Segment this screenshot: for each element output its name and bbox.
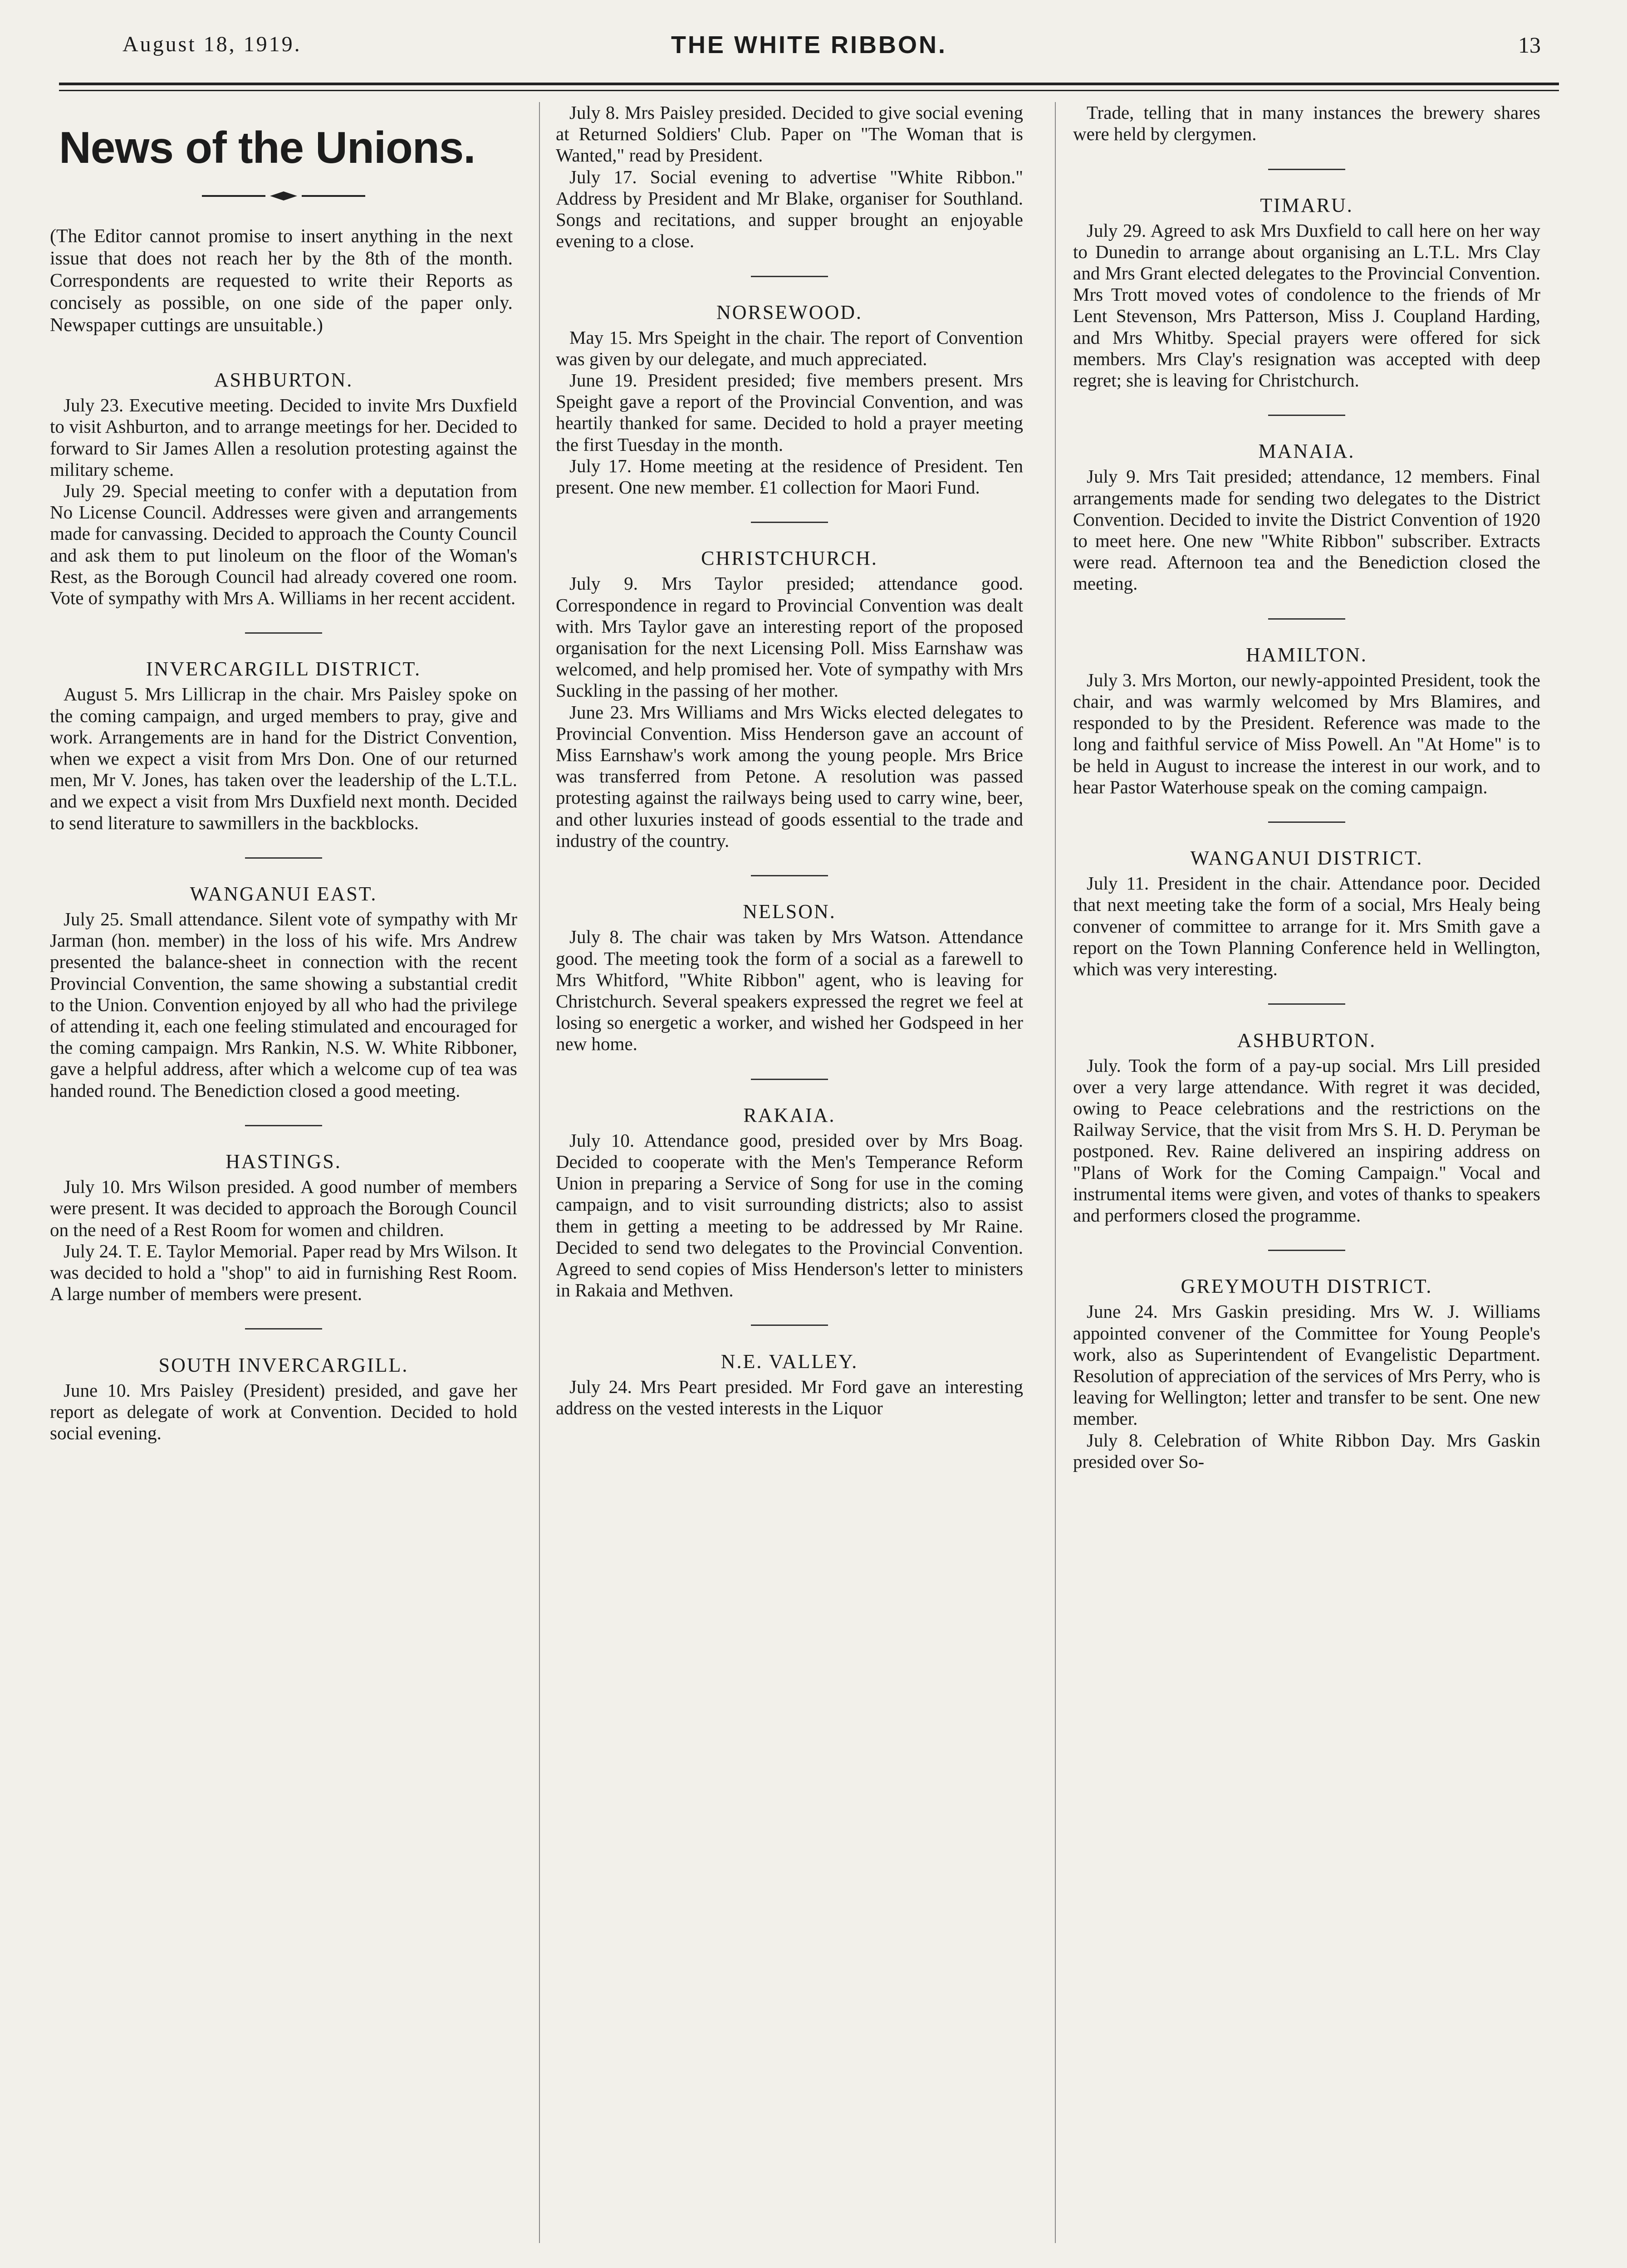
report-paragraph: June 24. Mrs Gaskin presiding. Mrs W. J. Williams appointed convener of the Committee for Young People's work, also as Superintendent of Evangelistic Department. Resolution of appreciation of the services of Mrs Perry, who is leaving for Wellington; letter and transfer to be sent. One new member. [1073,1301,1540,1429]
section-separator [1073,810,1540,831]
report-paragraph: July 29. Agreed to ask Mrs Duxfield to call here on her way to Dunedin to arrange about organising an L.T.L. Mrs Clay and Mrs Grant elected delegates to the Provincial Convention. Mrs Trott moved votes of condolence to the friends of Mr Lent Stevenson, Mrs Patterson, Miss J. Coupland Harding, and Mrs Whitby. Special prayers were offered for sick members. Mrs Clay's resignation was accepted with deep regret; she is leaving for Christchurch. [1073,220,1540,391]
union-report [556,1104,1023,1301]
union-report-continued [556,102,1023,252]
union-report [1073,440,1540,594]
issue-date: August 18, 1919. [123,32,302,56]
column-divider [539,102,540,2243]
section-separator [50,846,517,867]
section-separator [50,1113,517,1134]
union-report [50,368,517,609]
section-separator [1073,1238,1540,1259]
report-paragraph: July 25. Small attendance. Silent vote of sympathy with Mr Jarman (hon. member) in the loss of his wife. Mrs Andrew presented the balance-sheet in connection with the recent Provincial Convention, the same showing a substantial credit to the Union. Convention enjoyed by all who had the privilege of attending it, each one feeling stimulated and encouraged for the coming campaign. Mrs Rankin, N.S. W. White Ribboner, gave a helpful address, after which a welcome cup of tea was handed round. The Benediction closed a good meeting. [50,909,517,1101]
union-name: MANAIA. [1258,440,1355,463]
union-name: WANGANUI EAST. [190,883,377,905]
section-separator [1073,403,1540,424]
union-report [1073,643,1540,798]
report-paragraph: July 9. Mrs Taylor presided; attendance good. Correspondence in regard to Provincial Convention was dealt with. Mrs Taylor gave an interesting report of the proposed organisation for the next Licensing Poll. Miss Earnshaw was welcomed, and help promised her. Vote of sympathy with Mrs Suckling in the passing of her mother. [556,573,1023,701]
report-paragraph: June 19. President presided; five members present. Mrs Speight gave a report of the Provincial Convention, and was heartily thanked for same. Decided to hold a prayer meeting the first Tuesday in the month. [556,370,1023,455]
report-paragraph: June 23. Mrs Williams and Mrs Wicks elected delegates to Provincial Convention. Miss Henderson gave an account of Miss Earnshaw's work among the young people. Mrs Brice was transferred from Petone. A resolution was passed protesting against the railways being used to carry wine, beer, and other luxuries instead of goods essential to the trade and industry of the country. [556,701,1023,851]
report-paragraph: July 8. Mrs Paisley presided. Decided to give social evening at Returned Soldiers' Club. Paper on "The Woman that is Wanted," read by President. [556,102,1023,166]
union-name: ASHBURTON. [214,369,353,391]
section-separator [50,621,517,642]
union-name: NELSON. [743,900,836,923]
union-report [1073,194,1540,391]
union-name: SOUTH INVERCARGILL. [158,1354,409,1376]
union-report [50,657,517,833]
report-paragraph: July 8. Celebration of White Ribbon Day. Mrs Gaskin presided over So- [1073,1429,1540,1472]
union-report [50,882,517,1101]
section-separator [556,510,1023,531]
union-name: CHRISTCHURCH. [701,547,878,570]
page-header [59,23,1559,64]
report-paragraph: July 24. T. E. Taylor Memorial. Paper read by Mrs Wilson. It was decided to hold a "shop" to aid in furnishing Rest Room. A large number of members were present. [50,1240,517,1305]
report-paragraph: Trade, telling that in many instances the brewery shares were held by clergymen. [1073,102,1540,145]
column-3 [1073,102,1540,1472]
union-report [1073,846,1540,980]
report-paragraph: July 10. Attendance good, presided over by Mrs Boag. Decided to cooperate with the Men's Temperance Reform Union in preparing a Service of Song for use in the coming campaign, and to visit surrounding districts; also to assist them in getting a meeting to be addressed by Mr Raine. Decided to send two delegates to the Provincial Convention. Agreed to send copies of Miss Henderson's letter to ministers in Rakaia and Methven. [556,1129,1023,1301]
header-rule-thin [59,90,1559,91]
union-report [556,1350,1023,1419]
union-report [556,547,1023,851]
union-report [1073,1275,1540,1472]
report-paragraph: July 3. Mrs Morton, our newly-appointed President, took the chair, and was warmly welcomed by Mrs Blamires, and responded to by the President. Reference was made to the long and faithful service of Miss Powell. An "At Home" is to be held in August to increase the interest in our work, and to hear Pastor Waterhouse speak on the coming campaign. [1073,669,1540,797]
union-name: HASTINGS. [225,1150,342,1173]
report-paragraph: July 8. The chair was taken by Mrs Watson. Attendance good. The meeting took the form of a social as a farewell to Mrs Whitford, "White Ribbon" agent, who is leaving for Christchurch. Several speakers expressed the regret we feel at losing so energetic a worker, and wished her Godspeed in her new home. [556,926,1023,1055]
union-name: NORSEWOOD. [716,301,863,323]
page-number: 13 [1518,32,1541,58]
report-paragraph: July. Took the form of a pay-up social. Mrs Lill presided over a very large attendance. With regret it was decided, owing to Peace celebrations and the restrictions on the Railway Service, that the visit from Mrs S. H. D. Peryman be postponed. Rev. Raine delivered an inspiring address on "Plans of Work for the Coming Campaign." Vocal and instrumental items were given, and votes of thanks to speakers and performers closed the programme. [1073,1055,1540,1226]
header-rule [59,83,1559,85]
union-name: INVERCARGILL DISTRICT. [146,658,421,680]
column-divider [1055,102,1056,2243]
report-paragraph: July 17. Home meeting at the residence of President. Ten present. One new member. £1 collection for Maori Fund. [556,455,1023,498]
column-1 [50,102,517,1444]
union-report [50,1150,517,1305]
section-separator [556,1313,1023,1334]
column-2 [556,102,1023,1419]
editor-note: (The Editor cannot promise to insert anything in the next issue that does not reach her by the 8th of the month. Correspondents are requested to write their Reports as concisely as possible, on one side of the paper only. Newspaper cuttings are unsuitable.) [50,226,513,336]
report-paragraph: June 10. Mrs Paisley (President) presided, and gave her report as delegate of work at Convention. Decided to hold social evening. [50,1379,517,1443]
report-paragraph: July 11. President in the chair. Attendance poor. Decided that next meeting take the form of a social, Mrs Healy being convener of committee to arrange for it. Mrs Smith gave a report on the Town Planning Conference held in Wellington, which was very interesting. [1073,873,1540,980]
union-name: TIMARU. [1260,194,1353,216]
union-report [556,301,1023,499]
union-report [1073,1029,1540,1227]
union-report-continued [1073,102,1540,145]
title-ornament [50,186,517,207]
union-name: GREYMOUTH DISTRICT. [1181,1275,1433,1298]
union-report [50,1354,517,1444]
union-report [556,900,1023,1055]
union-name: RAKAIA. [743,1104,836,1126]
page-title: News of the Unions. [59,122,475,172]
report-paragraph: July 9. Mrs Tait presided; attendance, 12 members. Final arrangements made for sending two delegates to the District Convention. Decided to invite the District Convention of 1920 to meet here. One new "White Ribbon" subscriber. Extracts were read. Afternoon tea and the Benediction closed the meeting. [1073,466,1540,594]
section-separator [50,1316,517,1338]
section-separator [556,1067,1023,1088]
union-name: ASHBURTON. [1237,1029,1377,1051]
section-separator [556,264,1023,285]
report-paragraph: July 17. Social evening to advertise "White Ribbon." Address by President and Mr Blake, organiser for Southland. Songs and recitations, and supper brought an enjoyable evening to a close. [556,166,1023,252]
section-separator [1073,992,1540,1013]
report-paragraph: July 24. Mrs Peart presided. Mr Ford gave an interesting address on the vested interests in the Liquor [556,1376,1023,1418]
report-paragraph: May 15. Mrs Speight in the chair. The report of Convention was given by our delegate, and much appreciated. [556,327,1023,369]
report-paragraph: August 5. Mrs Lillicrap in the chair. Mrs Paisley spoke on the coming campaign, and urged members to pray, give and work. Arrangements are in hand for the District Convention, when we expect a visit from Mrs Don. One of our returned men, Mr V. Jones, has taken over the leadership of the L.T.L. and we expect a visit from Mrs Duxfield next month. Decided to send literature to sawmillers in the backblocks. [50,684,517,833]
report-paragraph: July 29. Special meeting to confer with a deputation from No License Council. Addresses were given and arrangements made for canvassing. Decided to approach the County Council and ask them to put linoleum on the floor of the Woman's Rest, as the Borough Council had already covered one room. Vote of sympathy with Mrs A. Williams in her recent accident. [50,480,517,609]
publication-title: THE WHITE RIBBON. [671,31,947,59]
section-separator [1073,156,1540,178]
union-name: WANGANUI DISTRICT. [1190,847,1423,870]
section-separator [556,863,1023,885]
report-paragraph: July 23. Executive meeting. Decided to invite Mrs Duxfield to visit Ashburton, and to arrange meetings for her. Decided to forward to Sir James Allen a resolution protesting against the military scheme. [50,395,517,480]
section-separator [1073,606,1540,628]
union-name: HAMILTON. [1246,643,1367,666]
union-name: N.E. VALLEY. [720,1350,858,1373]
report-paragraph: July 10. Mrs Wilson presided. A good number of members were present. It was decided to approach the Borough Council on the need of a Rest Room for women and children. [50,1176,517,1240]
